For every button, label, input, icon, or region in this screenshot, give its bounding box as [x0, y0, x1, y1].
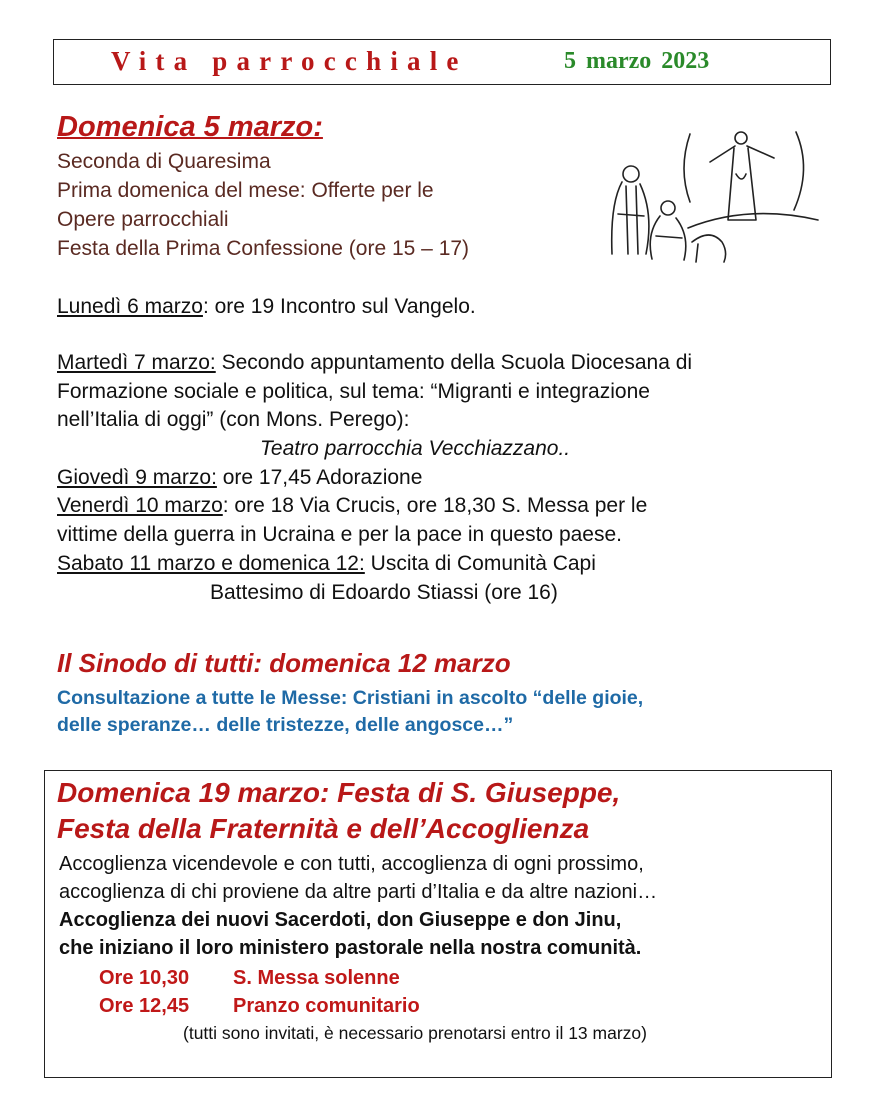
page-title: Vita parrocchiale [111, 46, 468, 76]
festa-san-giuseppe-box [44, 770, 832, 1078]
lunedi-entry [57, 295, 476, 319]
venerdi-line-2: vittime della guerra in Ucraina e per la pace in questo paese. [57, 523, 622, 546]
martedi-entry [57, 351, 692, 375]
section-title-sinodo: Il Sinodo di tutti: domenica 12 marzo [57, 648, 511, 678]
sabato-line-2: Battesimo di Edoardo Stiassi (ore 16) [210, 581, 558, 604]
header-box [53, 39, 831, 85]
giuseppe-bold-2: che iniziano il loro ministero pastorale nella nostra comunità. [59, 937, 642, 959]
martedi-label: Martedì 7 marzo: [57, 351, 216, 374]
sabato-entry [57, 552, 596, 576]
martedi-line-2: Formazione sociale e politica, sul tema: “Migranti e integrazione [57, 380, 650, 403]
venerdi-line-1: : ore 18 Via Crucis, ore 18,30 S. Messa per le [222, 494, 648, 517]
page-date: 5 marzo 2023 [564, 48, 710, 74]
orario-pranzo-text: Pranzo comunitario [233, 995, 420, 1017]
martedi-line-1: Secondo appuntamento della Scuola Diocesana di [215, 351, 693, 374]
orario-pranzo-time: Ore 12,45 [99, 995, 190, 1017]
giuseppe-note: (tutti sono invitati, è necessario prenotarsi entro il 13 marzo) [183, 1023, 647, 1043]
martedi-line-3: nell’Italia di oggi” (con Mons. Perego): [57, 408, 410, 431]
orario-messa-text: S. Messa solenne [233, 967, 400, 989]
lunedi-label: Lunedì 6 marzo [57, 295, 203, 318]
domenica5-line-1: Seconda di Quaresima [57, 150, 271, 173]
giuseppe-title-1: Domenica 19 marzo: Festa di S. Giuseppe, [57, 777, 621, 808]
giuseppe-bold-1: Accoglienza dei nuovi Sacerdoti, don Giuseppe e don Jinu, [59, 909, 622, 931]
martedi-place: Teatro parrocchia Vecchiazzano.. [260, 437, 571, 460]
venerdi-entry [57, 494, 647, 518]
transfiguration-illustration [598, 124, 820, 264]
sabato-text: Uscita di Comunità Capi [364, 552, 596, 575]
giuseppe-line-1: Accoglienza vicendevole e con tutti, accoglienza di ogni prossimo, [59, 853, 644, 875]
domenica5-line-4: Festa della Prima Confessione (ore 15 – 17) [57, 237, 470, 260]
giovedi-text: ore 17,45 Adorazione [216, 466, 423, 489]
giovedi-label: Giovedì 9 marzo: [57, 466, 217, 489]
giuseppe-title-2: Festa della Fraternità e dell’Accoglienza [57, 813, 590, 844]
domenica5-line-3: Opere parrocchiali [57, 208, 229, 231]
giovedi-entry [57, 466, 422, 490]
domenica5-line-2: Prima domenica del mese: Offerte per le [57, 179, 434, 202]
orario-messa-time: Ore 10,30 [99, 967, 190, 989]
giuseppe-line-2: accoglienza di chi proviene da altre parti d’Italia e da altre nazioni… [59, 881, 658, 903]
lunedi-text: : ore 19 Incontro sul Vangelo. [202, 295, 476, 318]
sabato-label: Sabato 11 marzo e domenica 12: [57, 552, 365, 575]
section-title-domenica-5: Domenica 5 marzo: [57, 111, 323, 143]
venerdi-label: Venerdì 10 marzo [57, 494, 223, 517]
sinodo-line-1: Consultazione a tutte le Messe: Cristiani in ascolto “delle gioie, [57, 687, 644, 709]
sinodo-line-2: delle speranze… delle tristezze, delle angosce…” [57, 714, 514, 736]
